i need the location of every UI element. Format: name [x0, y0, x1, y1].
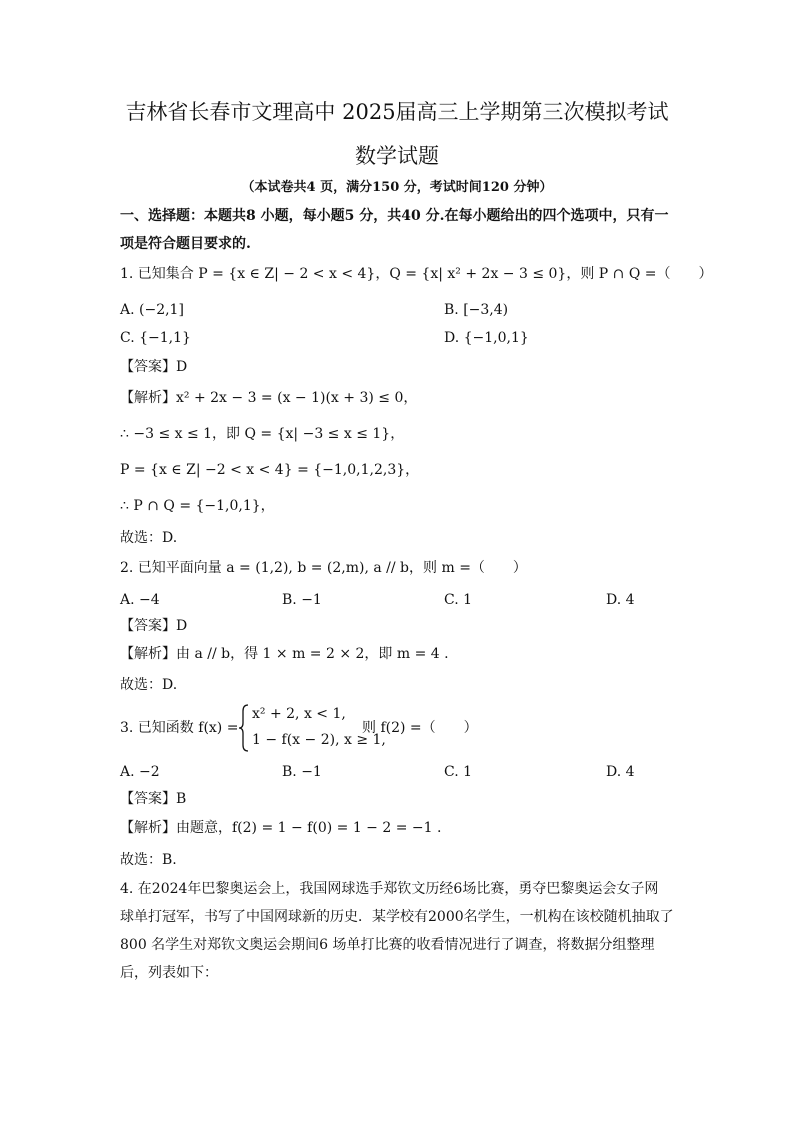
- q1-option-d: D. {−1,0,1}: [444, 330, 529, 346]
- q4-line-1: 4. 在2024年巴黎奥运会上，我国网球选手郑钦文历经6场比赛，勇夺巴黎奥运会女子网: [120, 881, 659, 897]
- q1-option-c: C. {−1,1}: [120, 330, 191, 346]
- q3-case-1: x² + 2, x < 1,: [252, 706, 346, 722]
- q2-option-a: A. −4: [120, 592, 160, 608]
- q2-option-d: D. 4: [606, 592, 635, 608]
- q3-case-2: 1 − f(x − 2), x ≥ 1,: [252, 732, 386, 748]
- q1-analysis-5: 故选：D.: [120, 530, 178, 546]
- q1-option-b: B. [−3,4): [444, 302, 509, 318]
- document-title: 吉林省长春市文理高中 2025届高三上学期第三次模拟考试: [125, 100, 669, 124]
- q3-analysis-1: 【解析】由题意，f(2) = 1 − f(0) = 1 − 2 = −1 .: [120, 820, 442, 836]
- q3-option-b: B. −1: [282, 764, 322, 780]
- q4-line-2: 球单打冠军，书写了中国网球新的历史．某学校有2000名学生，一机构在该校随机抽取了: [120, 909, 674, 925]
- q4-line-4: 后，列表如下：: [120, 965, 218, 981]
- q1-analysis-1: 【解析】x² + 2x − 3 = (x − 1)(x + 3) ≤ 0，: [120, 390, 418, 406]
- document-subtitle: 数学试题: [355, 144, 439, 168]
- q3-analysis-2: 故选：B.: [120, 852, 177, 868]
- q1-option-a: A. (−2,1]: [120, 302, 184, 318]
- section-heading-line1: 一、选择题：本题共8 小题，每小题5 分，共40 分.在每小题给出的四个选项中，只有一: [120, 208, 669, 224]
- q4-line-3: 800 名学生对郑钦文奥运会期间6 场单打比赛的收看情况进行了调查，将数据分组整理: [120, 937, 655, 953]
- q1-analysis-3: P = {x ∈ Z| −2 < x < 4} = {−1,0,1,2,3}，: [120, 462, 420, 478]
- q1-stem: 1. 已知集合 P = {x ∈ Z| − 2 < x < 4}，Q = {x| x² + 2x − 3 ≤ 0}，则 P ∩ Q =（ ）: [120, 266, 713, 282]
- q2-analysis-2: 故选：D.: [120, 677, 178, 693]
- q1-analysis-4: ∴ P ∩ Q = {−1,0,1}，: [120, 498, 275, 514]
- q3-option-c: C. 1: [444, 764, 473, 780]
- exam-note: （本试卷共4 页，满分150 分，考试时间120 分钟）: [241, 180, 553, 195]
- q1-answer: 【答案】D: [120, 359, 188, 375]
- q3-stem-prefix: 3. 已知函数 f(x) =: [120, 720, 239, 736]
- q2-analysis-1: 【解析】由 a // b，得 1 × m = 2 × 2，即 m = 4 .: [120, 646, 449, 662]
- section-heading-line2: 项是符合题目要求的.: [120, 236, 251, 252]
- q3-option-a: A. −2: [120, 764, 160, 780]
- q3-brace: [238, 703, 250, 753]
- q3-option-d: D. 4: [606, 764, 635, 780]
- q2-option-b: B. −1: [282, 592, 322, 608]
- q2-stem: 2. 已知平面向量 a = (1,2), b = (2,m), a // b，则 m =（ ）: [120, 560, 527, 576]
- q1-analysis-2: ∴ −3 ≤ x ≤ 1，即 Q = {x| −3 ≤ x ≤ 1}，: [120, 426, 405, 442]
- q2-option-c: C. 1: [444, 592, 473, 608]
- q3-stem-suffix: 则 f(2) =（ ）: [362, 720, 478, 736]
- q3-answer: 【答案】B: [120, 791, 187, 807]
- q2-answer: 【答案】D: [120, 618, 188, 634]
